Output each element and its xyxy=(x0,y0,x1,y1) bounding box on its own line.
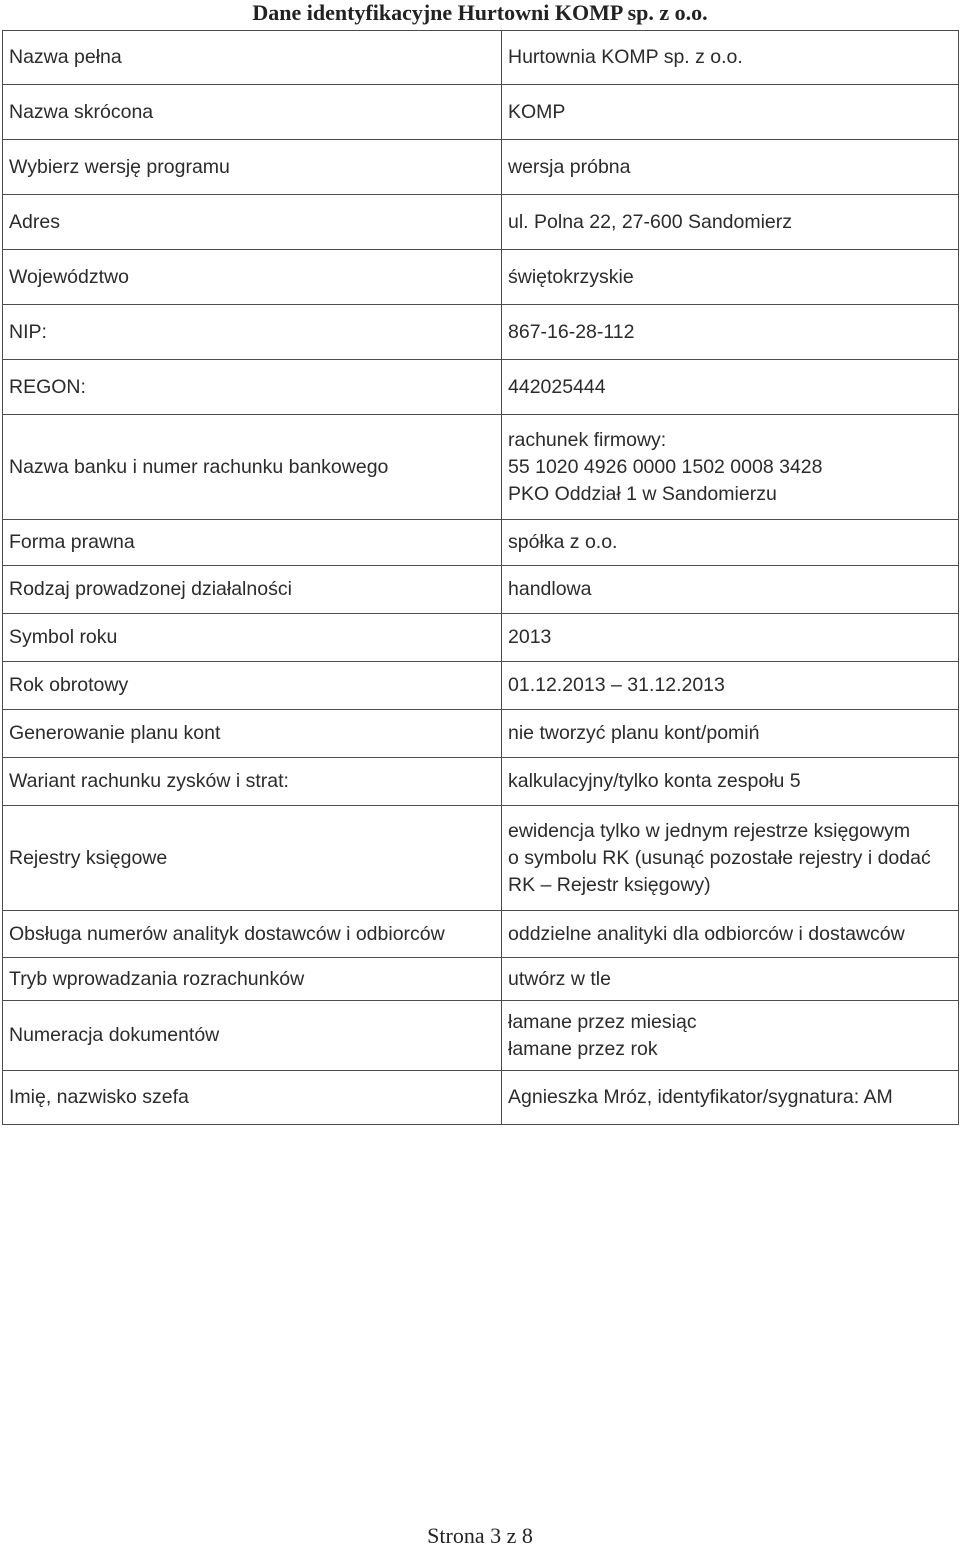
row-label: Nazwa pełna xyxy=(3,31,502,85)
row-value xyxy=(502,415,959,520)
row-label: Tryb wprowadzania rozrachunków xyxy=(3,958,502,1001)
row-label: Rok obrotowy xyxy=(3,662,502,710)
row-label: Wariant rachunku zysków i strat: xyxy=(3,758,502,806)
row-label: Rodzaj prowadzonej działalności xyxy=(3,566,502,614)
row-value-line: PKO Oddział 1 w Sandomierzu xyxy=(508,482,777,505)
row-value-line: ul. Polna 22, 27-600 Sandomierz xyxy=(508,210,793,233)
row-label: Symbol roku xyxy=(3,614,502,662)
table-row xyxy=(3,710,959,758)
row-value xyxy=(502,614,959,662)
row-value xyxy=(502,85,959,140)
row-value-line: ewidencja tylko w jednym rejestrze księgowym xyxy=(508,819,911,842)
table-row xyxy=(3,614,959,662)
row-value-line: wersja próbna xyxy=(508,155,631,178)
row-value-line: KOMP xyxy=(508,100,566,123)
table-row xyxy=(3,360,959,415)
row-value-line: Agnieszka Mróz, identyfikator/sygnatura: AM xyxy=(508,1086,893,1108)
table-row xyxy=(3,250,959,305)
row-value-line: kalkulacyjny/tylko konta zespołu 5 xyxy=(508,770,801,792)
row-label: REGON: xyxy=(3,360,502,415)
table-row xyxy=(3,1071,959,1125)
row-value-line: rachunek firmowy: xyxy=(508,428,667,451)
row-value-line: o symbolu RK (usunąć pozostałe rejestry i dodać xyxy=(508,846,931,869)
row-label: Generowanie planu kont xyxy=(3,710,502,758)
row-value xyxy=(502,958,959,1001)
row-value xyxy=(502,566,959,614)
table-row xyxy=(3,662,959,710)
row-value-line: łamane przez miesiąc xyxy=(508,1010,697,1033)
row-label: Forma prawna xyxy=(3,520,502,566)
row-value-line: 867-16-28-112 xyxy=(508,320,635,343)
row-label: Rejestry księgowe xyxy=(3,806,502,911)
row-value-line: 01.12.2013 – 31.12.2013 xyxy=(508,674,725,696)
row-value xyxy=(502,520,959,566)
row-value-line: utwórz w tle xyxy=(508,967,611,990)
row-value xyxy=(502,250,959,305)
row-value xyxy=(502,360,959,415)
row-value xyxy=(502,31,959,85)
row-value-line: RK – Rejestr księgowy) xyxy=(508,873,711,896)
row-label: Województwo xyxy=(3,250,502,305)
row-label: Adres xyxy=(3,195,502,250)
table-row xyxy=(3,31,959,85)
row-value xyxy=(502,758,959,806)
company-data-table xyxy=(2,30,959,1125)
row-label: Obsługa numerów analityk dostawców i odbiorców xyxy=(3,911,502,958)
row-value xyxy=(502,911,959,958)
table-row xyxy=(3,140,959,195)
table-row xyxy=(3,415,959,520)
row-value xyxy=(502,140,959,195)
row-value-line: handlowa xyxy=(508,578,592,600)
row-value-line: nie tworzyć planu kont/pomiń xyxy=(508,722,760,744)
row-value xyxy=(502,662,959,710)
row-value xyxy=(502,195,959,250)
row-label: Nazwa banku i numer rachunku bankowego xyxy=(3,415,502,520)
row-value xyxy=(502,806,959,911)
row-value-line: łamane przez rok xyxy=(508,1037,658,1060)
row-value xyxy=(502,305,959,360)
row-label: NIP: xyxy=(3,305,502,360)
table-row xyxy=(3,1001,959,1071)
table-row xyxy=(3,195,959,250)
table-row xyxy=(3,566,959,614)
row-label: Numeracja dokumentów xyxy=(3,1001,502,1071)
row-value-line: Hurtownia KOMP sp. z o.o. xyxy=(508,46,743,68)
table-row xyxy=(3,305,959,360)
table-row xyxy=(3,85,959,140)
row-value xyxy=(502,710,959,758)
row-value xyxy=(502,1001,959,1071)
row-value xyxy=(502,1071,959,1125)
row-value-line: 442025444 xyxy=(508,375,606,398)
row-value-line: świętokrzyskie xyxy=(508,265,634,288)
page-title: Dane identyfikacyjne Hurtowni KOMP sp. z o.o. xyxy=(252,0,708,25)
row-value-line: spółka z o.o. xyxy=(508,531,618,553)
row-label: Imię, nazwisko szefa xyxy=(3,1071,502,1125)
row-value-line: 2013 xyxy=(508,626,552,648)
table-row xyxy=(3,958,959,1001)
table-row xyxy=(3,806,959,911)
row-label: Wybierz wersję programu xyxy=(3,140,502,195)
table-row xyxy=(3,911,959,958)
row-value-line: 55 1020 4926 0000 1502 0008 3428 xyxy=(508,455,823,478)
page-number: Strona 3 z 8 xyxy=(427,1523,533,1548)
row-value-line: oddzielne analityki dla odbiorców i dostawców xyxy=(508,922,905,945)
row-label: Nazwa skrócona xyxy=(3,85,502,140)
table-row xyxy=(3,758,959,806)
table-row xyxy=(3,520,959,566)
